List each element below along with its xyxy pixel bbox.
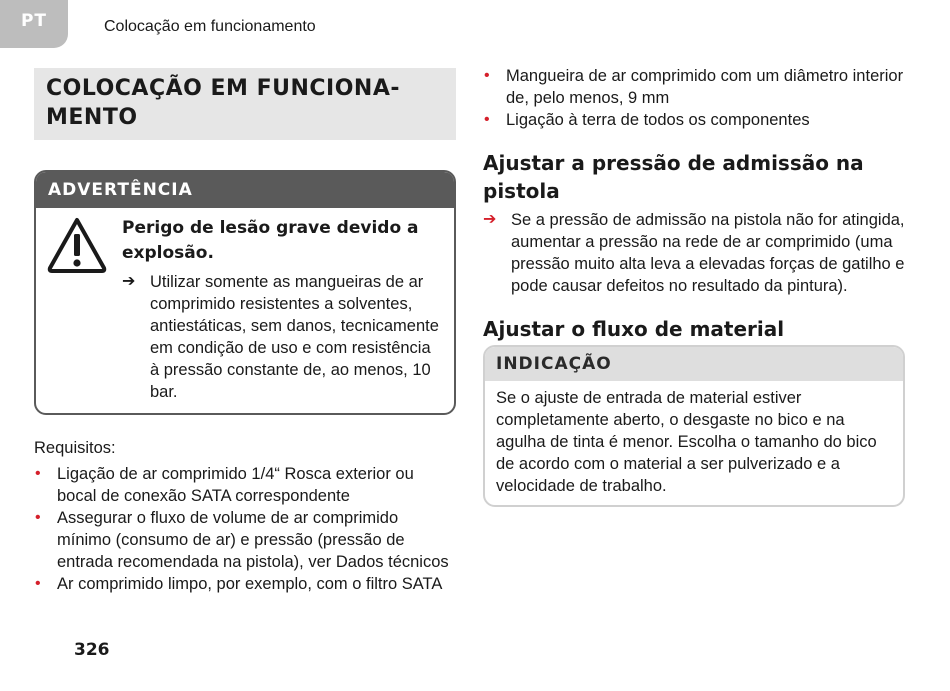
list-item: • Ligação à terra de todos os componentes xyxy=(483,109,905,131)
arrow-right-icon: ➔ xyxy=(483,211,497,228)
warning-action xyxy=(122,271,442,403)
list-item: • Mangueira de ar comprimido com um diâmetro interior de, pelo menos, 9 mm xyxy=(483,65,905,109)
left-column xyxy=(34,68,456,595)
list-item: • Ar comprimido limpo, por exemplo, com o filtro SATA xyxy=(34,573,456,595)
section-title: COLOCAÇÃO EM FUNCIONA- MENTO xyxy=(46,76,400,130)
inlet-pressure-action-text: Se a pressão de admissão na pistola não for atingida, aumentar a pressão na rede de ar comprimido (uma pressão muito alta leva a elevadas forças de gatilho e pode causar defeitos no resultado da pintura). xyxy=(511,211,905,295)
note-text: Se o ajuste de entrada de material estiver completamente aberto, o desgaste no bico e na agulha de tinta é menor. Escolha o tamanho do bico de acordo com o material a ser pulverizado e a velocidade de trabalho. xyxy=(496,389,877,495)
warning-triangle-icon xyxy=(46,216,108,274)
arrow-right-icon: ➔ xyxy=(122,273,136,290)
warning-body xyxy=(36,208,454,413)
list-item: • Assegurar o fluxo de volume de ar comprimido mínimo (consumo de ar) e pressão (pressão de entrada recomendada na pistola), ver Dados técnicos xyxy=(34,507,456,573)
warning-label: ADVERTÊNCIA xyxy=(36,172,454,208)
note-label: INDICAÇÃO xyxy=(485,347,903,381)
right-column xyxy=(483,65,905,507)
page-number: 326 xyxy=(74,640,110,660)
warning-box xyxy=(34,170,456,415)
warning-title: Perigo de lesão grave devido a explosão. xyxy=(122,218,419,263)
requirements-list-left xyxy=(34,463,456,595)
requirements-list-right xyxy=(483,65,905,131)
requirements-intro: Requisitos: xyxy=(34,439,116,457)
inlet-pressure-heading: Ajustar a pressão de admissão na pistola xyxy=(483,151,864,203)
inlet-pressure-action xyxy=(483,209,905,297)
section-title-box xyxy=(34,68,456,140)
language-tab: PT xyxy=(0,0,68,48)
note-box xyxy=(483,345,905,507)
warning-action-text: Utilizar somente as mangueiras de ar comprimido resistentes a solventes, antiestáticas, sem danos, tecnicamente em condição de uso e com resistência à pressão constante de, ao menos, 10 bar. xyxy=(150,273,439,401)
running-header: Colocação em funcionamento xyxy=(104,18,316,35)
list-item: • Ligação de ar comprimido 1/4“ Rosca exterior ou bocal de conexão SATA correspondente xyxy=(34,463,456,507)
material-flow-heading: Ajustar o fluxo de material xyxy=(483,317,785,341)
